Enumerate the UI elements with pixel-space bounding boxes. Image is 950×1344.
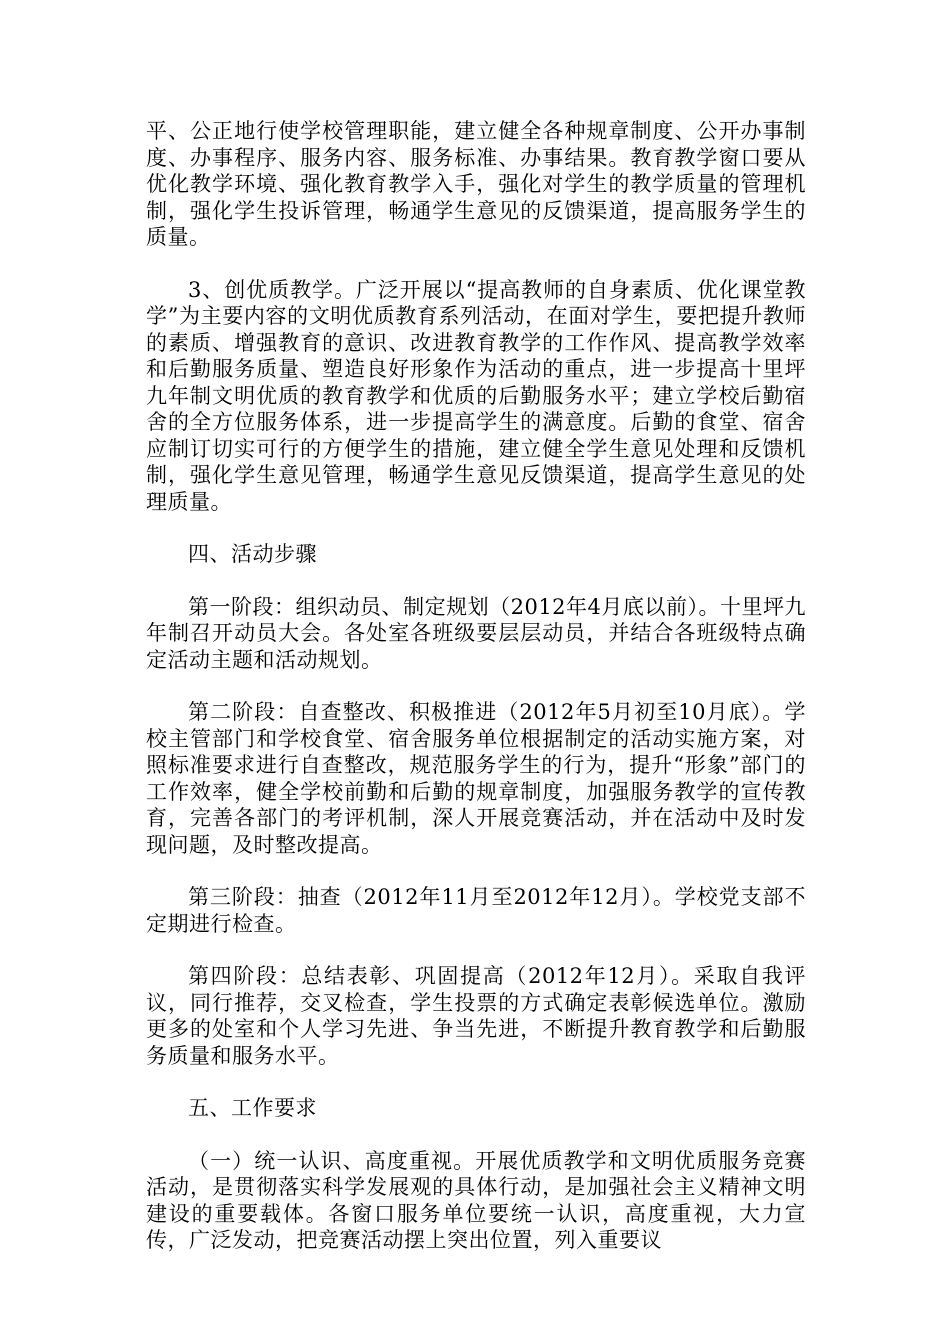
document-page [146,118,806,1280]
paragraph-continuation: 平、公正地行使学校管理职能，建立健全各种规章制度、公开办事制度、办事程序、服务内容、服务标准、办事结果。教育教学窗口要从优化教学环境、强化教育教学入手，强化对学生的教学质量的管理机制，强化学生投诉管理，畅通学生意见的反馈渠道，提高服务学生的质量。 [146,119,806,249]
paragraph-item-3-quality-teaching: 3、创优质教学。广泛开展以“提高教师的自身素质、优化课堂教学”为主要内容的文明优质教育系列活动，在面对学生，要把提升教师的素质、增强教育的意识、改进教育教学的工作作风、提高教学效率和后勤服务质量、塑造良好形象作为活动的重点，进一步提高十里坪九年制文明优质的教育教学和优质的后勤服务水平；建立学校后勤宿舍的全方位服务体系，进一步提高学生的满意度。后勤的食堂、宿舍应制订切实可行的方便学生的措施，建立健全学生意见处理和反馈机制，强化学生意见管理，畅通学生意见反馈渠道，提高学生意见的处理质量。 [146,277,806,514]
paragraph-requirement-1: （一）统一认识、高度重视。开展优质教学和文明优质服务竞赛活动，是贯彻落实科学发展观的具体行动，是加强社会主义精神文明建设的重要载体。各窗口服务单位要统一认识，高度重视，大力宣传，广泛发动，把竞赛活动摆上突出位置，列入重要议 [146,1148,806,1252]
section-heading-activity-steps: 四、活动步骤 [188,542,317,566]
paragraph-stage-3: 第三阶段：抽查（2012年11月至2012年12月）。学校党支部不定期进行检查。 [146,885,807,936]
paragraph-stage-4: 第四阶段：总结表彰、巩固提高（2012年12月）。采取自我评议，同行推荐，交叉检查，学生投票的方式确定表彰候选单位。激励更多的处室和个人学习先进、争当先进，不断提升教育教学和后勤服务质量和服务水平。 [146,964,806,1068]
section-heading-work-requirements: 五、工作要求 [188,1096,317,1120]
paragraph-stage-1: 第一阶段：组织动员、制定规划（2012年4月底以前）。十里坪九年制召开动员大会。各处室各班级要层层动员，并结合各班级特点确定活动主题和活动规划。 [146,594,806,672]
paragraph-stage-2: 第二阶段：自查整改、积极推进（2012年5月初至10月底）。学校主管部门和学校食堂、宿舍服务单位根据制定的活动实施方案，对照标准要求进行自查整改，规范服务学生的行为，提升“形象”部门的工作效率，健全学校前勤和后勤的规章制度，加强服务教学的宣传教育，完善各部门的考评机制，深人开展竞赛活动，并在活动中及时发现问题，及时整改提高。 [146,700,806,857]
